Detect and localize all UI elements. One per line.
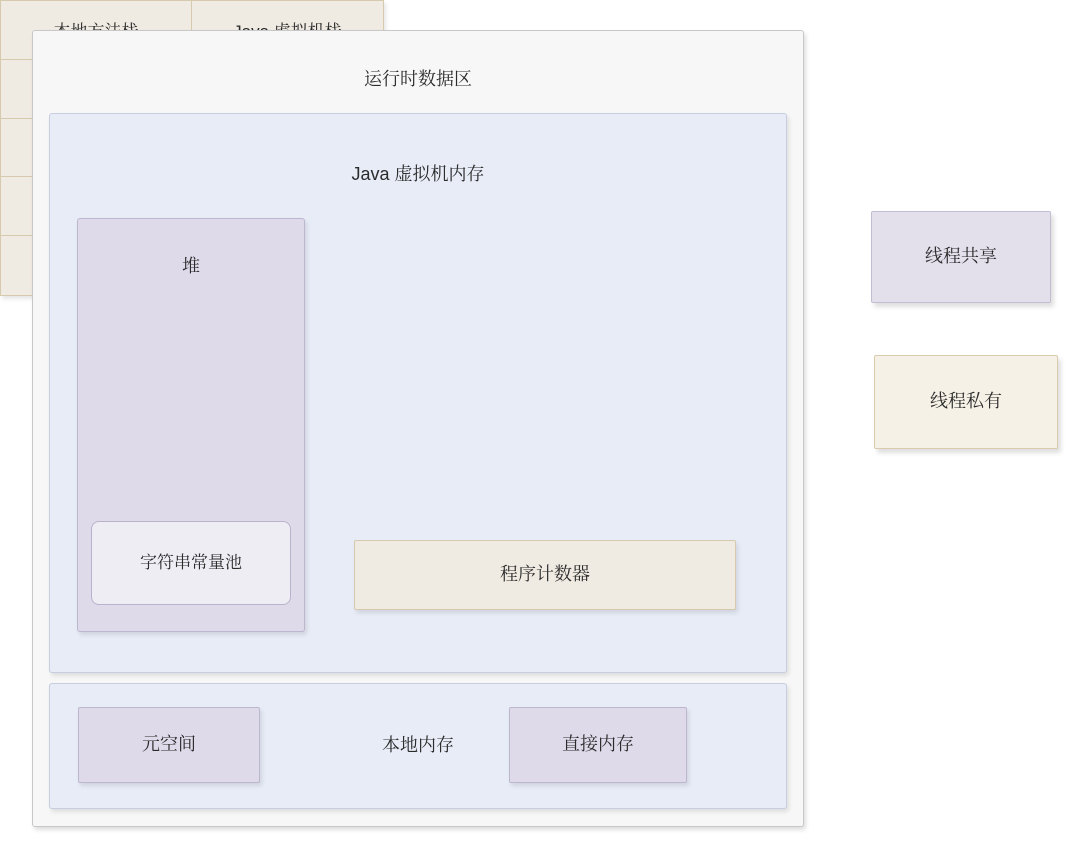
- legend-thread-private: 线程私有: [874, 355, 1058, 449]
- direct-memory-box: 直接内存: [509, 707, 687, 783]
- heap-title: 堆: [182, 256, 200, 276]
- legend-thread-shared: 线程共享: [871, 211, 1051, 303]
- runtime-data-area-title: 运行时数据区: [364, 69, 472, 89]
- jvm-memory-title: Java 虚拟机内存: [351, 164, 485, 184]
- string-constant-pool-box: 字符串常量池: [91, 521, 291, 605]
- metaspace-box: 元空间: [78, 707, 260, 783]
- program-counter-box: 程序计数器: [354, 540, 736, 610]
- native-memory-box: 本地内存: [49, 683, 787, 809]
